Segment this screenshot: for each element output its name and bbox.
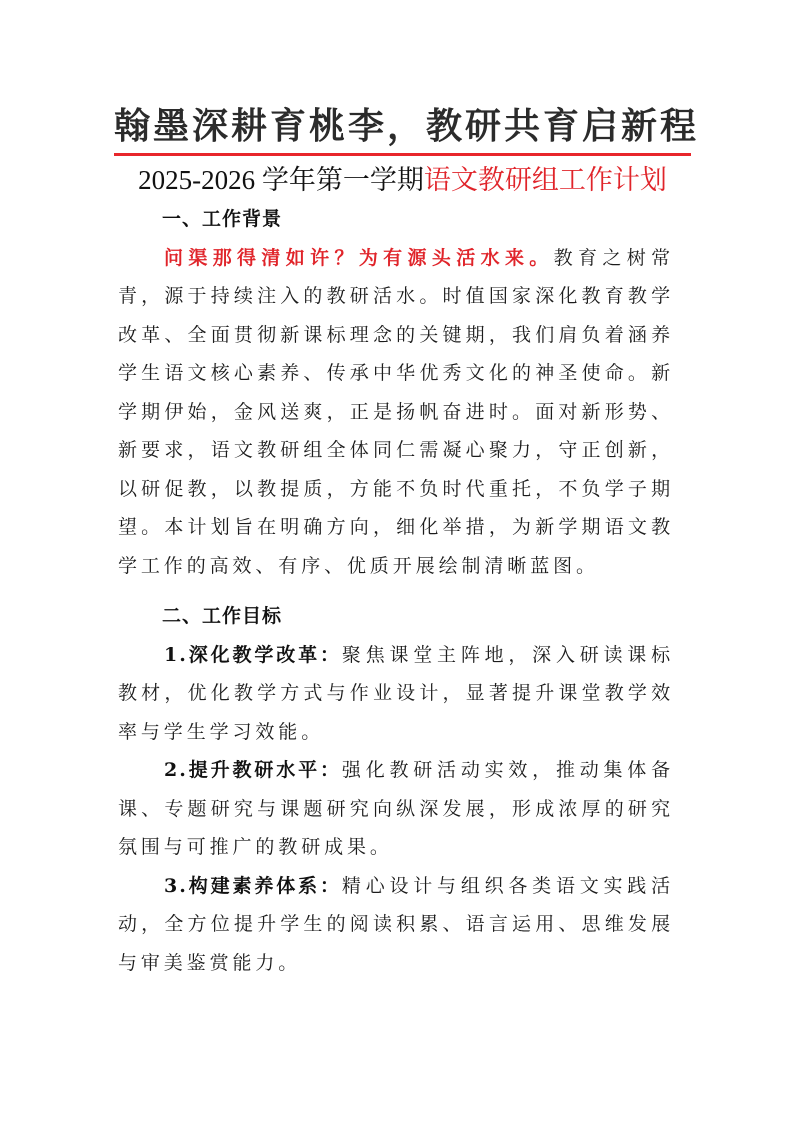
- goal-item-2-lead: 2.提升教研水平：: [164, 759, 342, 781]
- goal-item-3-lead: 3.构建素养体系：: [164, 874, 342, 897]
- document-title: 翰墨深耕育桃李，教研共育启新程: [114, 105, 700, 147]
- background-paragraph: [118, 239, 674, 586]
- goal-item-2: [118, 751, 674, 867]
- goal-item-1-text: 聚焦课堂主阵地，深入研读课标教材，优化教学方式与作业设计，显著提升课堂教学效率与学生学习效能。: [118, 643, 674, 743]
- subtitle-plan-name: 语文教研组工作计划: [423, 165, 667, 195]
- goal-item-3: [118, 867, 674, 983]
- poem-quote: 问渠那得清如许？为有源头活水来。: [164, 246, 554, 269]
- subtitle-term: 2025-2026 学年第一学期: [138, 165, 424, 195]
- goal-item-2-text: 强化教研活动实效，推动集体备课、专题研究与课题研究向纵深发展，形成浓厚的研究氛围与可推广的教研成果。: [118, 759, 674, 858]
- goal-item-3-text: 精心设计与组织各类语文实践活动，全方位提升学生的阅读积累、语言运用、思维发展与审美鉴赏能力。: [118, 874, 674, 974]
- document-body: [118, 200, 674, 982]
- section-heading-background: 一、工作背景: [162, 208, 283, 230]
- goal-item-1-lead: 1.深化教学改革：: [164, 643, 342, 666]
- section-spacer: [118, 585, 674, 597]
- document-subtitle: [114, 162, 691, 198]
- title-divider: [114, 153, 691, 156]
- section-heading-goals: 二、工作目标: [162, 605, 283, 627]
- background-text: 教育之树常青，源于持续注入的教研活水。时值国家深化教育教学改革、全面贯彻新课标理念的关键期，我们肩负着涵养学生语文核心素养、传承中华优秀文化的神圣使命。新学期伊始，金风送爽，正是扬帆奋进时。面对新形势、新要求，语文教研组全体同仁需凝心聚力，守正创新，以研促教，以教提质，方能不负时代重托，不负学子期望。本计划旨在明确方向，细化举措，为新学期语文教学工作的高效、有序、优质开展绘制清晰蓝图。: [118, 246, 674, 577]
- goal-item-1: [118, 636, 674, 752]
